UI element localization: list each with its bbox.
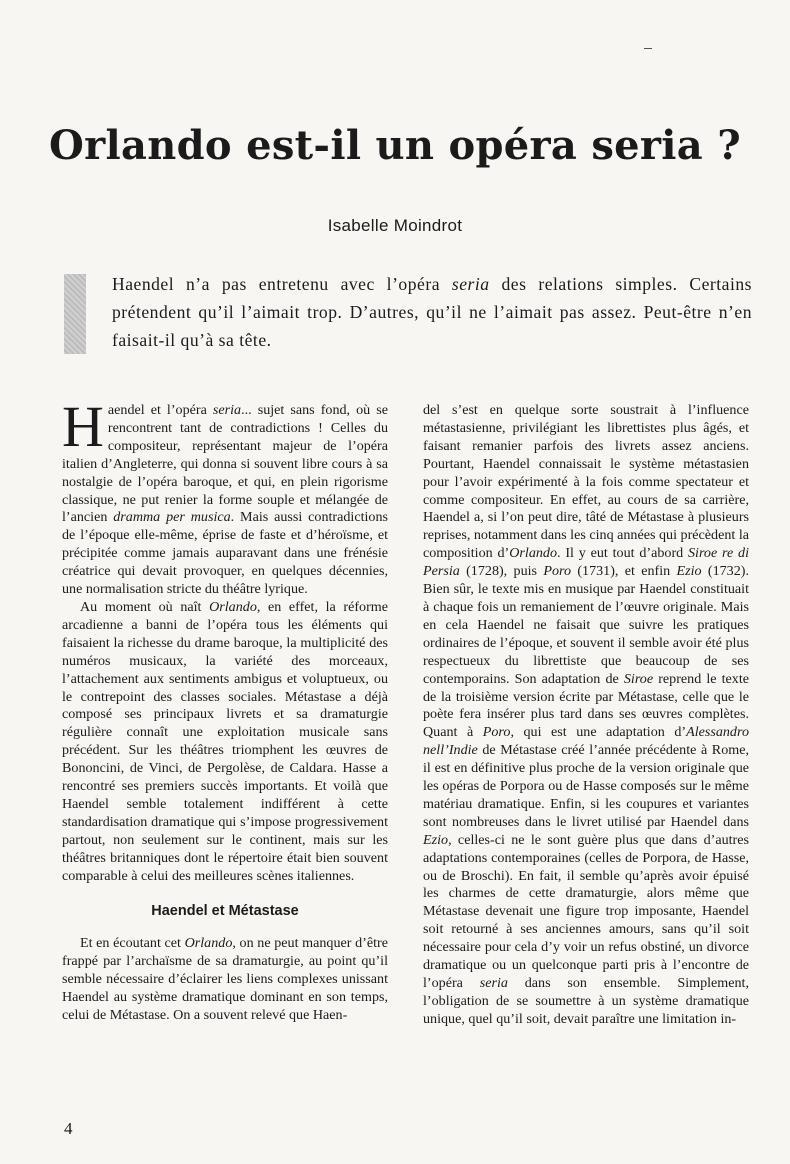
article-intro (112, 270, 752, 354)
article-author: Isabelle Moindrot (327, 216, 463, 235)
italic-run: Orlando (209, 598, 257, 615)
article-title: Orlando est-il un opéra seria ? (49, 122, 741, 169)
text-run: (1731), et enfin (571, 563, 677, 580)
text-run: dans son ensemble. Simplement, l’obligation de se soumettre à un système dramatique unique, quel qu’il soit, devait paraître une limitation in- (423, 975, 749, 1027)
paragraph-runs (62, 599, 388, 884)
text-run: (1732). Bien sûr, le texte mis en musique par Haendel constituait à chaque fois un remaniement de l’œuvre originale. Mais en cela Haendel ne faisait que suivre les pratiques ordinaires de l’époque, et souvent il semble avoir été plus respectueux du librettiste que beaucoup de ses contemporains. Son adaptation de (423, 563, 749, 687)
right-column (423, 402, 749, 1029)
intro-text: Haendel n’a pas entretenu avec l’opéra (112, 274, 452, 294)
paragraph-runs (423, 402, 749, 1027)
paragraph (62, 599, 388, 886)
italic-run: Ezio (423, 831, 449, 848)
italic-run: Siroe re di Persia (423, 545, 750, 580)
italic-run: dramma per musica (113, 509, 231, 526)
text-run: . Mais aussi contradictions de l’époque elle-même, éprise de faste et d’héroïsme, et précipitée comme jamais auparavant dans une frénésie créatrice qui devait provoquer, en quelques décennies, une normalisation stricte du théâtre lyrique. (62, 509, 388, 598)
text-run: de Métastase créé l’année précédente à Rome, il est en définitive plus proche de la version originale que les opéras de Porpora ou de Hasse composés sur le même matériau dramatique. Enfin, si les coupures et variantes sont nombreuses dans le livret utilisé par Haendel dans (423, 742, 749, 830)
intro-decorative-bar (64, 274, 86, 354)
intro-text: des relations simples. Certains prétendent qu’il l’aimait trop. D’autres, qu’il ne l’aimait pas assez. Peut-être n’en faisait-il qu’à sa tête. (112, 274, 752, 350)
italic-run: Siroe (623, 670, 654, 687)
text-run: ... sujet sans fond, où se rencontrent tant de contradictions ! Celles du compositeur, représentant majeur de l’opéra italien d’Angleterre, qui donna si souvent libre cours à sa nostalgie de l’opéra baroque, et qui, en plein rigorisme classique, ne put renier la forme souple et mélangée de l’ancien (62, 402, 388, 526)
italic-run: Poro (543, 563, 572, 580)
left-column (62, 394, 388, 1025)
text-run: , en effet, la réforme arcadienne a banni de l’opéra tous les éléments qui faisaient la richesse du drame baroque, la multiplicité des numéros musicaux, la variété des morceaux, l’attachement aux sentiments ambigus et voluptueux, ou le contrepoint des classes sociales. Métastase a déjà composé ses principaux livrets et sa dramaturgie régulière connaît une exploitation musicale sans précédent. Sur les théâtres triomphent les œuvres de Bononcini, de Vinci, de Pergolèse, de Caldara. Hasse a rencontré ses premiers succès importants. Et voilà que Haendel semble totalement indifférent à cette standardisation dramatique qui s’impose progressivement partout, non seulement sur le continent, mais sur les théâtres britanniques dont le répertoire était bien souvent comparable à celui des meilleures scènes italiennes. (62, 598, 388, 884)
paragraph (62, 394, 388, 599)
intro-text-italic: seria (451, 274, 490, 294)
italic-run: Poro (482, 724, 511, 741)
paragraph (423, 402, 749, 1029)
section-heading: Haendel et Métastase (151, 903, 299, 920)
text-run: reprend le texte de la troisième version écrite par Métastase, celle que le poète fera insérer plus tard dans ses œuvres complètes. Quant à (423, 670, 750, 741)
paragraph-runs (62, 394, 388, 598)
page-number: 4 (64, 1119, 73, 1138)
scan-mark (644, 48, 652, 49)
italic-run: Ezio (676, 563, 702, 580)
text-run: , qui est une adaptation d’ (510, 724, 687, 741)
italic-run: seria (212, 402, 242, 418)
text-run: , celles-ci ne le sont guère plus que dans d’autres adaptations contemporaines (celles de Porpora, de Hasse, ou de Broschi). En fait, il semble qu’après avoir épuisé les charmes de cette dramaturgie, alors même que Métastase devenait une figure trop imposante, Haendel soit retourné à ses anciennes amours, sans qu’il soit nécessaire pour cela d’y voir un refus obstiné, un divorce dramatique ou un quelconque parti pris à l’encontre de l’opéra (423, 831, 749, 991)
drop-cap: H (62, 394, 104, 459)
text-run: aendel et l’opéra (107, 402, 213, 418)
text-run: . Il y eut tout d’abord (557, 545, 688, 562)
text-run: del s’est en quelque sorte soustrait à l’influence métastasienne, privilégiant les librettistes plus âgés, et faisant remanier parfois des livrets assez anciens. Pourtant, Haendel connaissait le système métastasien pour l’avoir expérimenté à la fois comme spectateur et comme compositeur. En effet, au cours de sa carrière, Haendel a, si l’on peut dire, tâté de Métastase à plusieurs reprises, notamment dans les cinq années qui précèdent la composition d’ (423, 402, 750, 562)
italic-run: seria (479, 975, 508, 991)
italic-run: Orlando (509, 545, 558, 562)
text-run: , on ne peut manquer d’être frappé par l’archaïsme de sa dramaturgie, au point qu’il semble nécessaire d’éclairer les liens complexes unissant Haendel au système dramatique dominant en son temps, celui de Métastase. On a souvent relevé que Haen- (62, 935, 388, 1023)
paragraph (62, 935, 388, 1025)
text-run: Et en écoutant cet (80, 935, 185, 952)
text-run: (1728), puis (459, 563, 544, 580)
text-run: Au moment où naît (80, 598, 210, 615)
paragraph-runs (62, 935, 388, 1023)
italic-run: Orlando (184, 935, 233, 952)
italic-run: Alessandro nell’Indie (423, 724, 749, 759)
